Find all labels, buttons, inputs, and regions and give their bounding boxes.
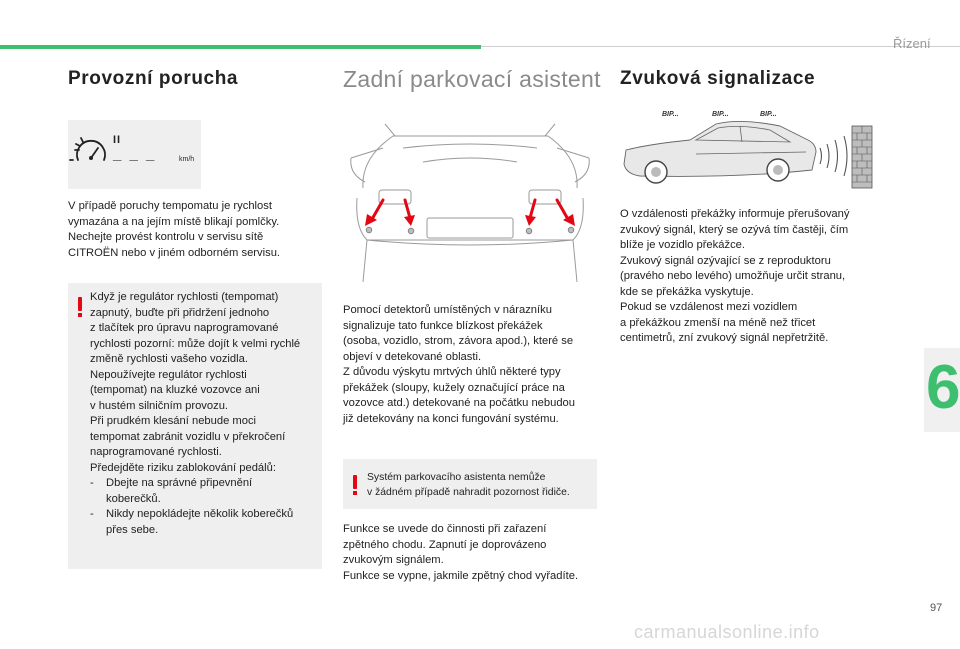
acoustic-signal-illustration xyxy=(620,104,874,200)
left-warning-box xyxy=(68,283,322,569)
pause-symbol: II xyxy=(113,134,122,146)
middle-body-text: Pomocí detektorů umístěných v nárazníku signalizuje tato funkce blízkost překážek (osoba, vozidlo, strom, závora apod.), které se objeví v detekované oblasti. Z důvodu výskytu mrtvých úhlů některé typy překážek (sloupy, kužely označující práce na vozovce atd.) detekované na počátku nebudou již detekovány na konci fungování systému. xyxy=(343,304,575,425)
header-accent-bar xyxy=(0,45,481,49)
middle-heading: Zadní parkovací asistent xyxy=(343,66,601,92)
section-title: Řízení xyxy=(893,36,931,51)
warning-exclamation-icon xyxy=(353,475,357,489)
brick-wall-icon xyxy=(852,126,872,188)
speed-unit: km/h xyxy=(179,156,195,163)
right-heading: Zvuková signalizace xyxy=(620,68,816,89)
middle-body-text-2: Funkce se uvede do činnosti při zařazení zpětného chodu. Zapnutí je doprovázeno zvukovým signálem. Funkce se vypne, jakmile zpětný chod vyřadíte. xyxy=(343,523,579,582)
sound-waves xyxy=(820,136,847,176)
header-divider xyxy=(481,46,960,47)
left-warning-list xyxy=(90,476,320,538)
left-body-text: V případě poruchy tempomatu je rychlost vymazána a na jejím místě blikají pomlčky. Nechejte provést kontrolu v servisu sítě CITROËN nebo v jiném odborném servisu. xyxy=(68,200,281,259)
cruise-display-illustration xyxy=(68,120,201,189)
middle-warning-text: Systém parkovacího asistenta nemůže v žádném případě nahradit pozornost řidiče. xyxy=(367,472,570,498)
chapter-tab xyxy=(924,348,960,432)
watermark: carmanualsonline.info xyxy=(634,622,820,642)
left-warning-text: Když je regulátor rychlosti (tempomat) zapnutý, buďte při přidržení jednoho z tlačítek pro úpravu naprogramované rychlosti pozorní: může dojít k velmi rychlé změně rychlosti vašeho vozidla. Nepoužívejte regulátor rychlosti (tempomat) na kluzké vozovce ani v hustém silničním provozu. Při prudkém klesání nebude moci tempomat zabránit vozidlu v překročení naprogramované rychlosti. Předejděte riziku zablokování pedálů: xyxy=(90,291,301,474)
bip-label: BIP... xyxy=(662,111,679,118)
chapter-number: 6 xyxy=(926,353,960,422)
bip-label: BIP... xyxy=(760,111,777,118)
left-heading: Provozní porucha xyxy=(68,68,239,89)
right-body-text: O vzdálenosti překážky informuje přerušovaný zvukový signál, který se ozývá tím častěji, čím blíže je vozidlo překážce. Zvukový signál ozývající se z reproduktoru (pravého nebo levého) umožňuje určit stranu, kde se překážka vyskytuje. Pokud se vzdálenost mezi vozidlem a překážkou zmenší na méně než třicet centimetrů, zní zvukový signál nepřetržitě. xyxy=(620,208,850,344)
list-item: - Dbejte na správné připevnění koberečků. xyxy=(90,477,253,505)
rear-bumper-illustration xyxy=(343,118,597,288)
bip-label: BIP... xyxy=(712,111,729,118)
car-side-sound-drawing xyxy=(620,104,874,200)
list-item: - Nikdy nepokládejte několik koberečků přes sebe. xyxy=(90,508,294,536)
middle-warning-box xyxy=(343,459,597,509)
car-rear-sensors-drawing xyxy=(343,118,597,288)
blinking-dashes: _ _ _ xyxy=(113,146,157,163)
page-number: 97 xyxy=(930,602,943,614)
warning-exclamation-icon xyxy=(78,297,82,311)
